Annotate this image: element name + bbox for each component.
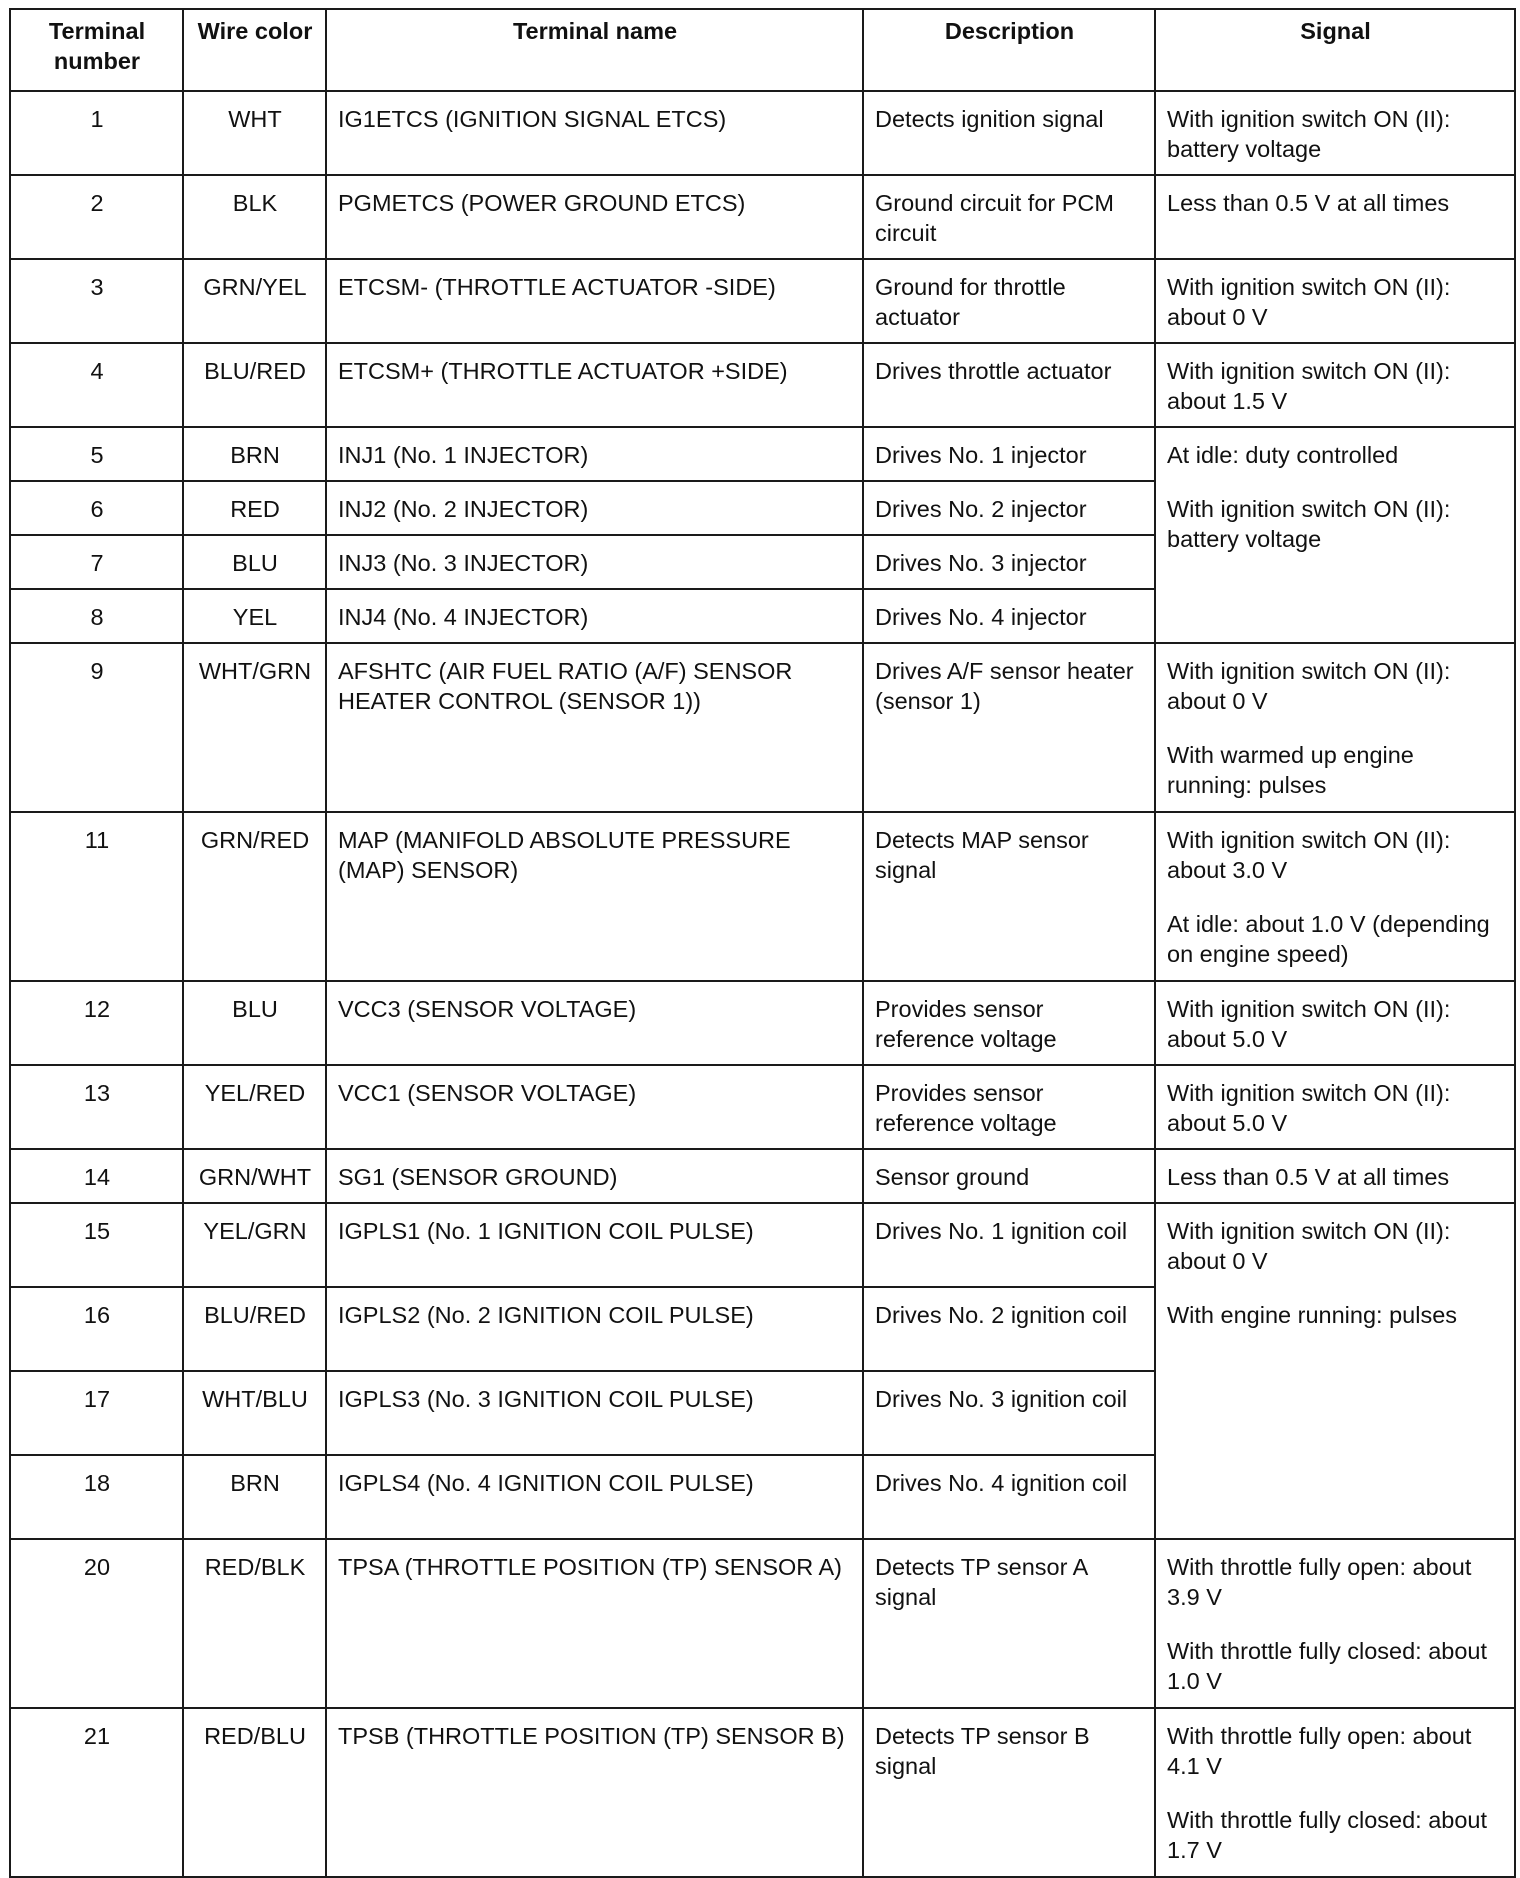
wire-color-cell: YEL/RED: [183, 1065, 326, 1149]
signal-text: Less than 0.5 V at all times: [1167, 190, 1450, 216]
description-cell: Detects MAP sensor signal: [863, 812, 1155, 981]
terminal-number-cell: 18: [10, 1455, 183, 1539]
terminal-number-cell: 6: [10, 481, 183, 535]
signal-text: At idle: duty controlled: [1167, 442, 1399, 468]
header-description: Description: [863, 9, 1155, 91]
signal-cell: [1155, 812, 1515, 981]
table-row: [10, 981, 1515, 1065]
description-cell: Detects TP sensor A signal: [863, 1539, 1155, 1708]
description-cell: Drives No. 3 injector: [863, 535, 1155, 589]
wire-color-cell: BLU: [183, 535, 326, 589]
signal-cell: [1155, 91, 1515, 175]
terminal-number-cell: 13: [10, 1065, 183, 1149]
terminal-name-cell: VCC3 (SENSOR VOLTAGE): [326, 981, 863, 1065]
wire-color-cell: RED/BLK: [183, 1539, 326, 1708]
header-terminal-name: Terminal name: [326, 9, 863, 91]
wire-color-cell: GRN/RED: [183, 812, 326, 981]
terminal-number-cell: 3: [10, 259, 183, 343]
table-row: [10, 1149, 1515, 1203]
description-cell: Drives A/F sensor heater (sensor 1): [863, 643, 1155, 812]
signal-text: With ignition switch ON (II): battery voltage: [1167, 106, 1451, 162]
signal-text: With ignition switch ON (II): about 0 V: [1167, 274, 1451, 330]
terminal-number-cell: 14: [10, 1149, 183, 1203]
table-row: [10, 1539, 1515, 1708]
signal-text: With ignition switch ON (II): about 3.0 V: [1167, 827, 1451, 883]
terminal-name-cell: PGMETCS (POWER GROUND ETCS): [326, 175, 863, 259]
description-cell: Sensor ground: [863, 1149, 1155, 1203]
header-row: [10, 9, 1515, 91]
terminal-number-cell: 7: [10, 535, 183, 589]
signal-text: With throttle fully closed: about 1.0 V: [1167, 1638, 1488, 1694]
header-terminal-number: Terminal number: [10, 9, 183, 91]
terminal-number-cell: 9: [10, 643, 183, 812]
description-cell: Provides sensor reference voltage: [863, 981, 1155, 1065]
terminal-name-cell: SG1 (SENSOR GROUND): [326, 1149, 863, 1203]
wire-color-cell: WHT: [183, 91, 326, 175]
wire-color-cell: BRN: [183, 427, 326, 481]
table-row: [10, 812, 1515, 981]
header-signal: Signal: [1155, 9, 1515, 91]
table-row: [10, 259, 1515, 343]
signal-text: With ignition switch ON (II): about 0 V: [1167, 658, 1451, 714]
signal-text: With ignition switch ON (II): about 0 V: [1167, 1218, 1451, 1274]
header-wire-color: Wire color: [183, 9, 326, 91]
signal-cell: [1155, 1539, 1515, 1708]
description-cell: Drives No. 3 ignition coil: [863, 1371, 1155, 1455]
description-cell: Detects TP sensor B signal: [863, 1708, 1155, 1877]
terminal-name-cell: IGPLS4 (No. 4 IGNITION COIL PULSE): [326, 1455, 863, 1539]
signal-cell: [1155, 981, 1515, 1065]
description-cell: Drives No. 1 injector: [863, 427, 1155, 481]
signal-cell: [1155, 343, 1515, 427]
terminal-number-cell: 1: [10, 91, 183, 175]
terminal-name-cell: INJ2 (No. 2 INJECTOR): [326, 481, 863, 535]
signal-cell: [1155, 1203, 1515, 1539]
description-cell: Ground for throttle actuator: [863, 259, 1155, 343]
terminal-name-cell: MAP (MANIFOLD ABSOLUTE PRESSURE (MAP) SENSOR): [326, 812, 863, 981]
signal-text: With warmed up engine running: pulses: [1167, 742, 1414, 798]
signal-cell: [1155, 427, 1515, 643]
wire-color-cell: RED/BLU: [183, 1708, 326, 1877]
description-cell: Detects ignition signal: [863, 91, 1155, 175]
terminal-name-cell: INJ3 (No. 3 INJECTOR): [326, 535, 863, 589]
signal-text: With throttle fully open: about 3.9 V: [1167, 1554, 1472, 1610]
terminal-name-cell: ETCSM- (THROTTLE ACTUATOR -SIDE): [326, 259, 863, 343]
wire-color-cell: WHT/GRN: [183, 643, 326, 812]
terminal-number-cell: 4: [10, 343, 183, 427]
signal-text: At idle: about 1.0 V (depending on engine speed): [1167, 911, 1490, 967]
signal-text: With ignition switch ON (II): battery voltage: [1167, 496, 1451, 552]
wire-color-cell: YEL/GRN: [183, 1203, 326, 1287]
description-cell: Ground circuit for PCM circuit: [863, 175, 1155, 259]
description-cell: Drives No. 1 ignition coil: [863, 1203, 1155, 1287]
signal-text: With throttle fully closed: about 1.7 V: [1167, 1807, 1488, 1863]
terminal-number-cell: 12: [10, 981, 183, 1065]
terminal-number-cell: 15: [10, 1203, 183, 1287]
description-cell: Provides sensor reference voltage: [863, 1065, 1155, 1149]
terminal-name-cell: ETCSM+ (THROTTLE ACTUATOR +SIDE): [326, 343, 863, 427]
wire-color-cell: WHT/BLU: [183, 1371, 326, 1455]
terminal-name-cell: TPSA (THROTTLE POSITION (TP) SENSOR A): [326, 1539, 863, 1708]
description-cell: Drives No. 2 injector: [863, 481, 1155, 535]
signal-text: With throttle fully open: about 4.1 V: [1167, 1723, 1472, 1779]
terminal-name-cell: AFSHTC (AIR FUEL RATIO (A/F) SENSOR HEATER CONTROL (SENSOR 1)): [326, 643, 863, 812]
wire-color-cell: GRN/YEL: [183, 259, 326, 343]
table-row: [10, 1065, 1515, 1149]
terminal-name-cell: IG1ETCS (IGNITION SIGNAL ETCS): [326, 91, 863, 175]
terminal-name-cell: IGPLS3 (No. 3 IGNITION COIL PULSE): [326, 1371, 863, 1455]
table-row: [10, 1203, 1515, 1287]
terminal-number-cell: 21: [10, 1708, 183, 1877]
table-row: [10, 175, 1515, 259]
terminal-number-cell: 8: [10, 589, 183, 643]
signal-text: With ignition switch ON (II): about 5.0 V: [1167, 996, 1451, 1052]
terminal-number-cell: 2: [10, 175, 183, 259]
signal-cell: [1155, 259, 1515, 343]
wire-color-cell: BLK: [183, 175, 326, 259]
terminal-name-cell: VCC1 (SENSOR VOLTAGE): [326, 1065, 863, 1149]
terminal-number-cell: 11: [10, 812, 183, 981]
terminal-number-cell: 5: [10, 427, 183, 481]
signal-cell: [1155, 1708, 1515, 1877]
table-row: [10, 343, 1515, 427]
terminal-name-cell: INJ1 (No. 1 INJECTOR): [326, 427, 863, 481]
wire-color-cell: BRN: [183, 1455, 326, 1539]
signal-cell: [1155, 643, 1515, 812]
terminal-number-cell: 16: [10, 1287, 183, 1371]
terminal-number-cell: 20: [10, 1539, 183, 1708]
signal-text: Less than 0.5 V at all times: [1167, 1164, 1450, 1190]
signal-text: With ignition switch ON (II): about 5.0 V: [1167, 1080, 1451, 1136]
wire-color-cell: YEL: [183, 589, 326, 643]
signal-cell: [1155, 1149, 1515, 1203]
table-row: [10, 1708, 1515, 1877]
terminal-table: [9, 8, 1516, 1878]
description-cell: Drives No. 4 ignition coil: [863, 1455, 1155, 1539]
terminal-name-cell: IGPLS1 (No. 1 IGNITION COIL PULSE): [326, 1203, 863, 1287]
description-cell: Drives throttle actuator: [863, 343, 1155, 427]
terminal-name-cell: TPSB (THROTTLE POSITION (TP) SENSOR B): [326, 1708, 863, 1877]
signal-cell: [1155, 1065, 1515, 1149]
signal-text: With engine running: pulses: [1167, 1302, 1458, 1328]
terminal-name-cell: INJ4 (No. 4 INJECTOR): [326, 589, 863, 643]
terminal-number-cell: 17: [10, 1371, 183, 1455]
table-row: [10, 427, 1515, 481]
wire-color-cell: BLU/RED: [183, 343, 326, 427]
description-cell: Drives No. 2 ignition coil: [863, 1287, 1155, 1371]
wire-color-cell: BLU/RED: [183, 1287, 326, 1371]
wire-color-cell: BLU: [183, 981, 326, 1065]
table-row: [10, 91, 1515, 175]
signal-cell: [1155, 175, 1515, 259]
table-row: [10, 643, 1515, 812]
wire-color-cell: RED: [183, 481, 326, 535]
terminal-name-cell: IGPLS2 (No. 2 IGNITION COIL PULSE): [326, 1287, 863, 1371]
signal-text: With ignition switch ON (II): about 1.5 V: [1167, 358, 1451, 414]
wire-color-cell: GRN/WHT: [183, 1149, 326, 1203]
description-cell: Drives No. 4 injector: [863, 589, 1155, 643]
